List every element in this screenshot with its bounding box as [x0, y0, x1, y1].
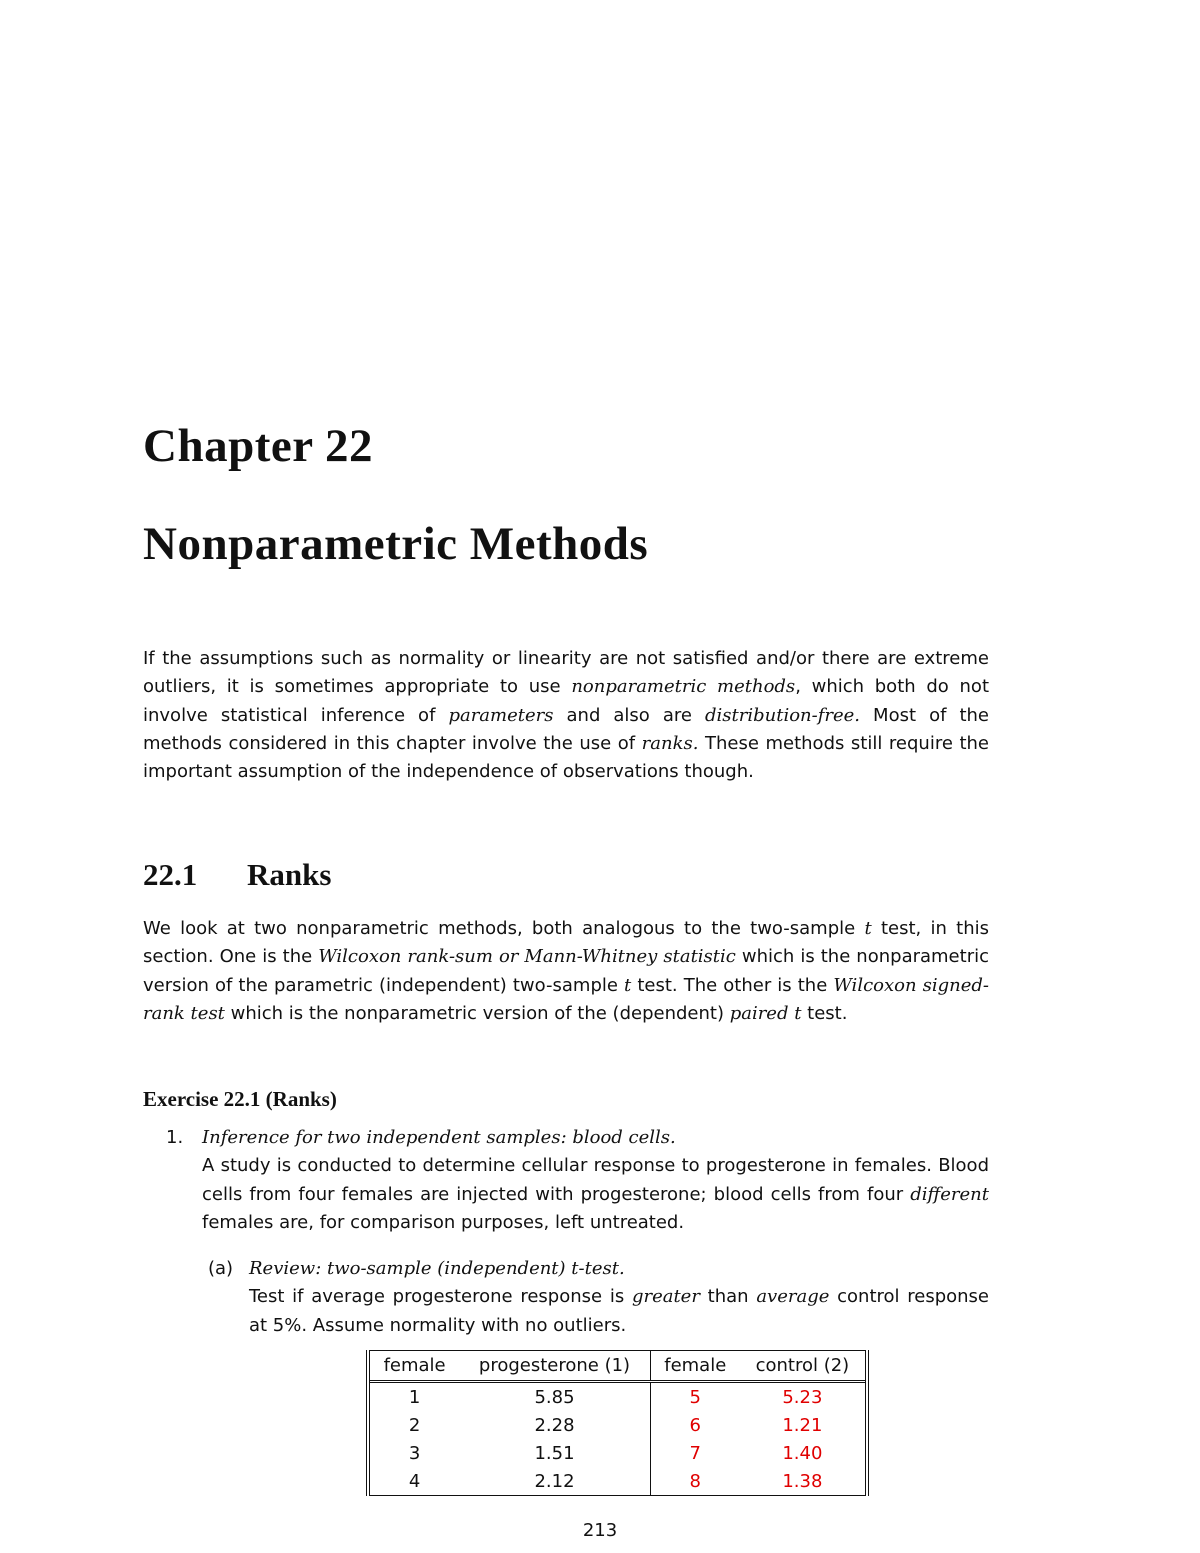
exercise-item-1	[166, 1124, 989, 1237]
table-cell: 4	[408, 1470, 421, 1492]
table-cell: 1.21	[782, 1414, 823, 1436]
table-header-row	[368, 1351, 867, 1382]
data-table	[366, 1350, 869, 1496]
table-cell: 5.85	[459, 1382, 650, 1412]
header-female-2: female	[650, 1351, 740, 1382]
chapter-label: Chapter 22	[143, 420, 373, 472]
table-cell: 2.12	[459, 1467, 650, 1496]
table-cell: 6	[689, 1414, 701, 1436]
table-row	[368, 1439, 867, 1467]
table-row	[368, 1411, 867, 1439]
table-row	[368, 1382, 867, 1412]
section-heading	[143, 855, 331, 895]
table-cell: 1.40	[782, 1442, 823, 1464]
intro-paragraph: If the assumptions such as normality or linearity are not satisfied and/or there are extreme outliers, it is sometimes appropriate to use nonparametric methods, which both do not involve statistical inference of parameters and also are distribution-free. Most of the methods considered in this chapter involve the use of ranks. These methods still require the important assumption of the independence of observations though.	[143, 648, 989, 783]
item-marker: (a)	[208, 1258, 234, 1279]
section-number: 22.1	[143, 857, 198, 892]
page-number: 213	[582, 1520, 618, 1541]
table-cell: 5	[689, 1386, 701, 1408]
item-title: Review: two-sample (independent) t-test.	[249, 1258, 625, 1279]
header-progesterone: progesterone (1)	[459, 1351, 650, 1382]
table-cell: 2.28	[459, 1411, 650, 1439]
table-cell: 5.23	[782, 1386, 823, 1408]
chapter-title: Nonparametric Methods	[143, 518, 649, 570]
item-title: Inference for two independent samples: blood cells.	[202, 1127, 676, 1148]
item-body: Test if average progesterone response is greater than average control response at 5%. Assume normality with no outliers.	[249, 1286, 990, 1336]
exercise-item-a	[208, 1255, 989, 1340]
item-body: A study is conducted to determine cellular response to progesterone in females. Blood cells from four females are injected with progesterone; blood cells from four different females are, for comparison purposes, left untreated.	[202, 1155, 989, 1233]
table-cell: 1	[408, 1386, 421, 1408]
ranks-paragraph: We look at two nonparametric methods, both analogous to the two-sample t test, in this section. One is the Wilcoxon rank-sum or Mann-Whitney statistic which is the nonparametric version of the parametric (independent) two-sample t test. The other is the Wilcoxon signed-rank test which is the nonparametric version of the (dependent) paired t test.	[143, 918, 990, 1024]
table-row	[368, 1467, 867, 1496]
table-cell: 1.38	[782, 1470, 823, 1492]
exercise-heading: Exercise 22.1 (Ranks)	[143, 1087, 337, 1111]
item-marker: 1.	[166, 1127, 184, 1148]
table-cell: 2	[408, 1414, 421, 1436]
section-title: Ranks	[247, 857, 332, 892]
table-cell: 3	[408, 1442, 421, 1464]
header-female-1: female	[368, 1351, 459, 1382]
header-control: control (2)	[740, 1351, 867, 1382]
table-cell: 1.51	[459, 1439, 650, 1467]
table-cell: 7	[689, 1442, 701, 1464]
table-cell: 8	[689, 1470, 701, 1492]
